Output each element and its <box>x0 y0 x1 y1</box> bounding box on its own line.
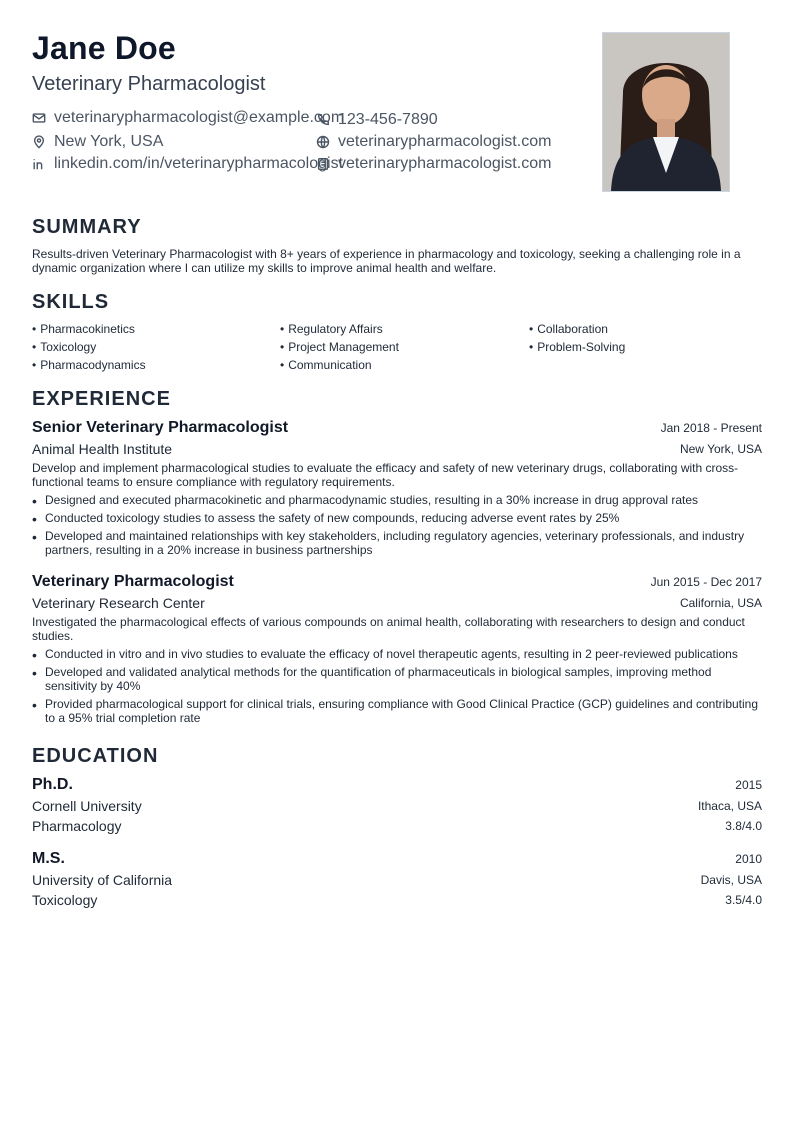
job-dates: Jun 2015 - Dec 2017 <box>650 575 762 589</box>
gpa: 3.8/4.0 <box>725 819 762 833</box>
degree: M.S. <box>32 850 65 867</box>
job-description: Develop and implement pharmacological studies to evaluate the efficacy and safety of new veterinary drugs, collaborating with cross-functional teams to ensure compliance with regulatory requirements. <box>32 461 739 489</box>
portfolio-text: veterinarypharmacologist.com <box>338 155 552 172</box>
degree: Ph.D. <box>32 776 73 793</box>
job-organization: Veterinary Research Center <box>32 595 205 611</box>
education-heading: EDUCATION <box>32 745 159 767</box>
degree-year: 2015 <box>735 778 762 792</box>
skill-item: • Collaboration <box>529 322 608 336</box>
achievement-item: • Designed and executed pharmacokinetic and pharmacodynamic studies, resulting in a 30% increase in drug approval rates <box>32 493 762 507</box>
school-name: University of California <box>32 872 173 888</box>
gpa: 3.5/4.0 <box>725 893 762 907</box>
school-location: Ithaca, USA <box>697 799 762 813</box>
candidate-name: Jane Doe <box>32 30 176 66</box>
job-title: Veterinary Pharmacologist <box>32 573 234 590</box>
profile-photo <box>602 32 730 192</box>
field-of-study: Pharmacology <box>32 818 122 834</box>
job-achievements <box>32 647 762 729</box>
contact-email[interactable] <box>32 109 344 127</box>
linkedin-text: linkedin.com/in/veterinarypharmacologist <box>54 155 344 172</box>
contact-linkedin[interactable] <box>32 155 343 173</box>
job-location: New York, USA <box>679 442 762 456</box>
achievement-item: • Conducted in vitro and in vivo studies to evaluate the efficacy of novel therapeutic agents, resulting in 2 peer-reviewed publications <box>32 647 762 661</box>
skill-item: • Project Management <box>280 340 399 354</box>
linkedin-icon <box>32 157 46 171</box>
website-text: veterinarypharmacologist.com <box>338 133 552 150</box>
mail-icon <box>32 111 46 125</box>
globe-icon <box>316 135 330 149</box>
contact-phone[interactable] <box>316 111 438 129</box>
job-location: California, USA <box>679 596 762 610</box>
school-name: Cornell University <box>32 798 142 814</box>
skill-item: • Regulatory Affairs <box>280 322 383 336</box>
achievement-item: • Conducted toxicology studies to assess the safety of new compounds, reducing adverse event rates by 25% <box>32 511 762 525</box>
skill-item: • Pharmacokinetics <box>32 322 135 336</box>
contact-portfolio[interactable] <box>316 155 551 173</box>
skill-item: • Problem-Solving <box>529 340 625 354</box>
achievement-item: • Developed and maintained relationships with key stakeholders, including regulatory agencies, veterinary professionals, and industry partners, resulting in a 20% increase in business partnerships <box>32 529 762 557</box>
achievement-item: • Developed and validated analytical methods for the quantification of pharmaceuticals in biological samples, improving method sensitivity by 40% <box>32 665 762 693</box>
link-icon <box>316 157 330 171</box>
achievement-item: • Provided pharmacological support for clinical trials, ensuring compliance with Good Clinical Practice (GCP) guidelines and contributing to a 95% trial completion rate <box>32 697 762 725</box>
phone-text: 123-456-7890 <box>338 111 438 128</box>
degree-year: 2010 <box>735 852 762 866</box>
job-organization: Animal Health Institute <box>32 441 173 457</box>
experience-heading: EXPERIENCE <box>32 388 171 410</box>
email-text: veterinarypharmacologist@example.com <box>54 109 345 126</box>
job-dates: Jan 2018 - Present <box>660 421 762 435</box>
candidate-role: Veterinary Pharmacologist <box>32 73 266 95</box>
job-achievements <box>32 493 762 561</box>
summary-heading: SUMMARY <box>32 216 142 238</box>
skill-item: • Pharmacodynamics <box>32 358 146 372</box>
location-text: New York, USA <box>54 133 164 150</box>
skills-heading: SKILLS <box>32 291 110 313</box>
contact-location <box>32 133 163 151</box>
field-of-study: Toxicology <box>32 892 98 908</box>
location-pin-icon <box>32 135 46 149</box>
phone-icon <box>316 113 330 127</box>
school-location: Davis, USA <box>700 873 762 887</box>
contact-website[interactable] <box>316 133 551 151</box>
job-description: Investigated the pharmacological effects of various compounds on animal health, collaborating with researchers to design and conduct studies. <box>32 615 745 643</box>
summary-text: Results-driven Veterinary Pharmacologist with 8+ years of experience in pharmacology and toxicology, seeking a challenging role in a dynamic organization where I can utilize my skills to improve animal health and welfare. <box>32 247 741 275</box>
skill-item: • Toxicology <box>32 340 96 354</box>
job-title: Senior Veterinary Pharmacologist <box>32 419 289 436</box>
skill-item: • Communication <box>280 358 372 372</box>
